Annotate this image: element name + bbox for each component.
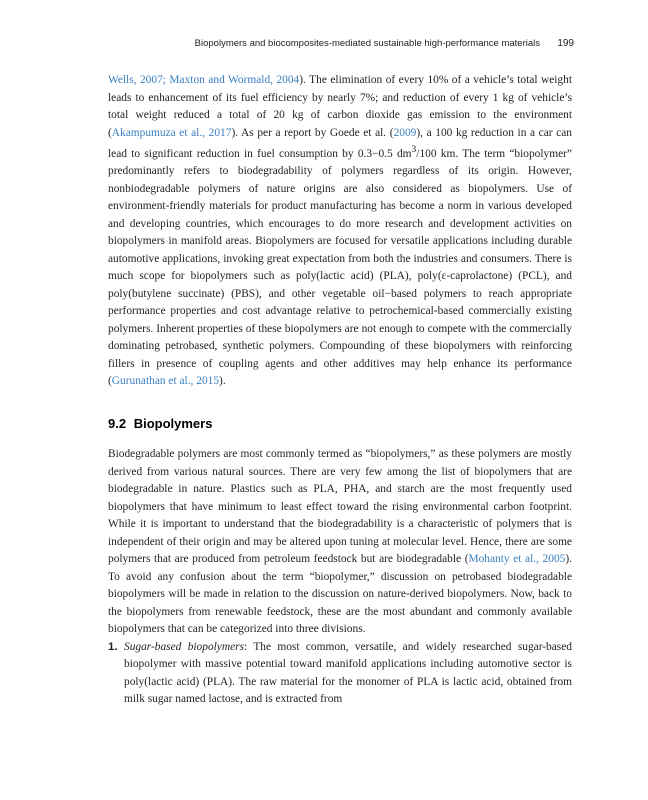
running-title: Biopolymers and biocomposites-mediated sustainable high-performance materials xyxy=(194,38,540,49)
section-title: Biopolymers xyxy=(133,415,213,431)
citation-link[interactable]: Wells, 2007; Maxton and Wormald, 2004 xyxy=(108,74,300,86)
superscript: 3 xyxy=(411,145,417,155)
page-body xyxy=(108,72,572,709)
paragraph-text: ). To avoid any confusion about the term “biopolymer,” discussion on petrobased biodegradable biopolymers will be made in relation to the discussion on nature-derived biopolymers. Now, back to the biopolymers from renewable feedstock, these are the most abundant and commonly available biopolymers that can be categorized into three divisions. xyxy=(108,553,572,636)
list-marker: 1. xyxy=(108,640,118,653)
page-number: 199 xyxy=(557,38,574,49)
citation-link[interactable]: Mohanty et al., 2005 xyxy=(468,553,566,566)
paragraph-text: Biodegradable polymers are most commonly termed as “biopolymers,” as these polymers are mostly derived from various natural sources. There are very few among the list of biopolymers that are biodegradable in nature. Plastics such as PLA, PHA, and starch are the most frequently used biopolymers that have minimum to least effect toward the rising environmental carbon footprint. While it is important to understand that the biodegradability is a characteristic of polymers that is independent of their origin and may be altered upon tuning at molecular level. Hence, there are some polymers that are produced from petroleum feedstock but are biodegradable ( xyxy=(108,448,572,566)
section-number: 9.2 xyxy=(108,415,127,431)
divisions-list xyxy=(108,639,572,709)
paragraph-text: ). As per a report by Goede et al. ( xyxy=(231,126,394,139)
paragraph-text: ), a 100 kg reduction in a car can lead to significant reduction in fuel consumption by 0.3−0.5 dm xyxy=(108,126,572,160)
section-heading xyxy=(108,415,572,433)
list-item xyxy=(108,639,572,709)
paragraph-intro-continued xyxy=(108,72,572,391)
list-item-text: : The most common, versatile, and widely researched sugar-based biopolymer with massive potential toward manifold applications including automotive sector is poly(lactic acid) (PLA). The raw material for the monomer of PLA is lactic acid, obtained from milk sugar named lactose, and is extracted from xyxy=(124,640,572,706)
paragraph-biopolymers xyxy=(108,446,572,639)
citation-link[interactable]: Gurunathan et al., 2015 xyxy=(111,375,220,388)
citation-link[interactable]: 2009 xyxy=(393,126,417,139)
list-term: Sugar-based biopolymers xyxy=(124,640,245,653)
paragraph-text: ). The elimination of every 10% of a vehicle’s total weight leads to enhancement of its fuel efficiency by nearly 7%; and reduction of every 1 kg of vehicle’s total weight reduced a total of 20 kg of carbon dioxide gas emission to the environment ( xyxy=(108,74,572,139)
paragraph-text: ). xyxy=(219,375,226,388)
citation-link[interactable]: Akampumuza et al., 2017 xyxy=(111,126,232,139)
paragraph-text: /100 km. The term “biopolymer” predominantly refers to biodegradability of polymers regardless of its origin. However, nonbiodegradable polymers of nature origins are also considered as biopolymers. Use of environment-friendly materials for product manufacturing has become a norm in various developed and developing countries, which encourages to do more research and development activities on biopolymers in manifold areas. Biopolymers are focused for versatile applications including durable automotive applications, invoking great expectation from both the industries and consumers. There is much scope for biopolymers such as poly(lactic acid) (PLA), poly(ε-caprolactone) (PCL), and poly(butylene succinate) (PBS), and other vegetable oil−based polymers to reach appropriate performance properties and cost advantage relative to petrochemical-based commercially existing polymers. Inherent properties of these biopolymers are not enough to compete with the commercially dominating petrobased, synthetic polymers. Compounding of these biopolymers with reinforcing fillers in presence of coupling agents and other additives may help enhance its performance ( xyxy=(108,147,572,388)
running-header xyxy=(108,38,574,52)
